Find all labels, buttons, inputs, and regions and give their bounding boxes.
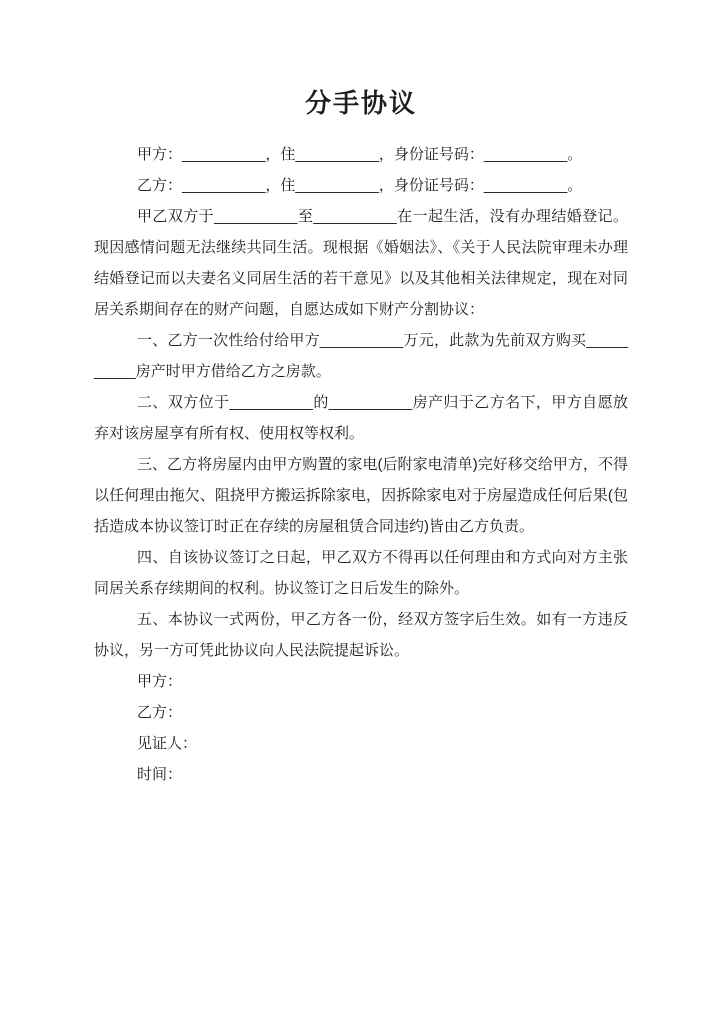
clause-2: 二、双方位于__________的__________房产归于乙方名下，甲方自愿放弃对该房屋享有所有权、使用权等权利。 — [94, 394, 628, 442]
signature-witness: 见证人： — [137, 735, 198, 752]
preamble-paragraph: 甲乙双方于__________至__________在一起生活，没有办理结婚登记。现因感情问题无法继续共同生活。现根据《婚姻法》、《关于人民法院审理未办理结婚登记而以夫妻名义同居生活的若干意见》以及其他相关法律规定，现在对同居关系期间存在的财产问题，自愿达成如下财产分割协议： — [94, 208, 628, 318]
clause-5: 五、本协议一式两份，甲乙方各一份，经双方签字后生效。如有一方违反协议，另一方可凭此协议向人民法院提起诉讼。 — [94, 611, 628, 659]
signature-party-a: 甲方： — [137, 673, 183, 690]
signature-party-b: 乙方： — [137, 704, 183, 721]
clause-1: 一、乙方一次性给付给甲方__________万元，此款为先前双方购买__________房产时甲方借给乙方之房款。 — [94, 332, 628, 380]
party-a-line: 甲方：__________，住__________，身份证号码：__________。 — [137, 146, 583, 163]
clause-3: 三、乙方将房屋内由甲方购置的家电(后附家电清单)完好移交给甲方，不得以任何理由拖欠、阻挠甲方搬运拆除家电，因拆除家电对于房屋造成任何后果(包括造成本协议签订时正在存续的房屋租赁合同违约)皆由乙方负责。 — [94, 456, 628, 535]
signature-date: 时间： — [137, 766, 183, 783]
party-b-line: 乙方：__________，住__________，身份证号码：__________。 — [137, 177, 583, 194]
document-title: 分手协议 — [304, 88, 417, 118]
clause-4: 四、自该协议签订之日起，甲乙双方不得再以任何理由和方式向对方主张同居关系存续期间的权利。协议签订之日后发生的除外。 — [94, 549, 628, 597]
